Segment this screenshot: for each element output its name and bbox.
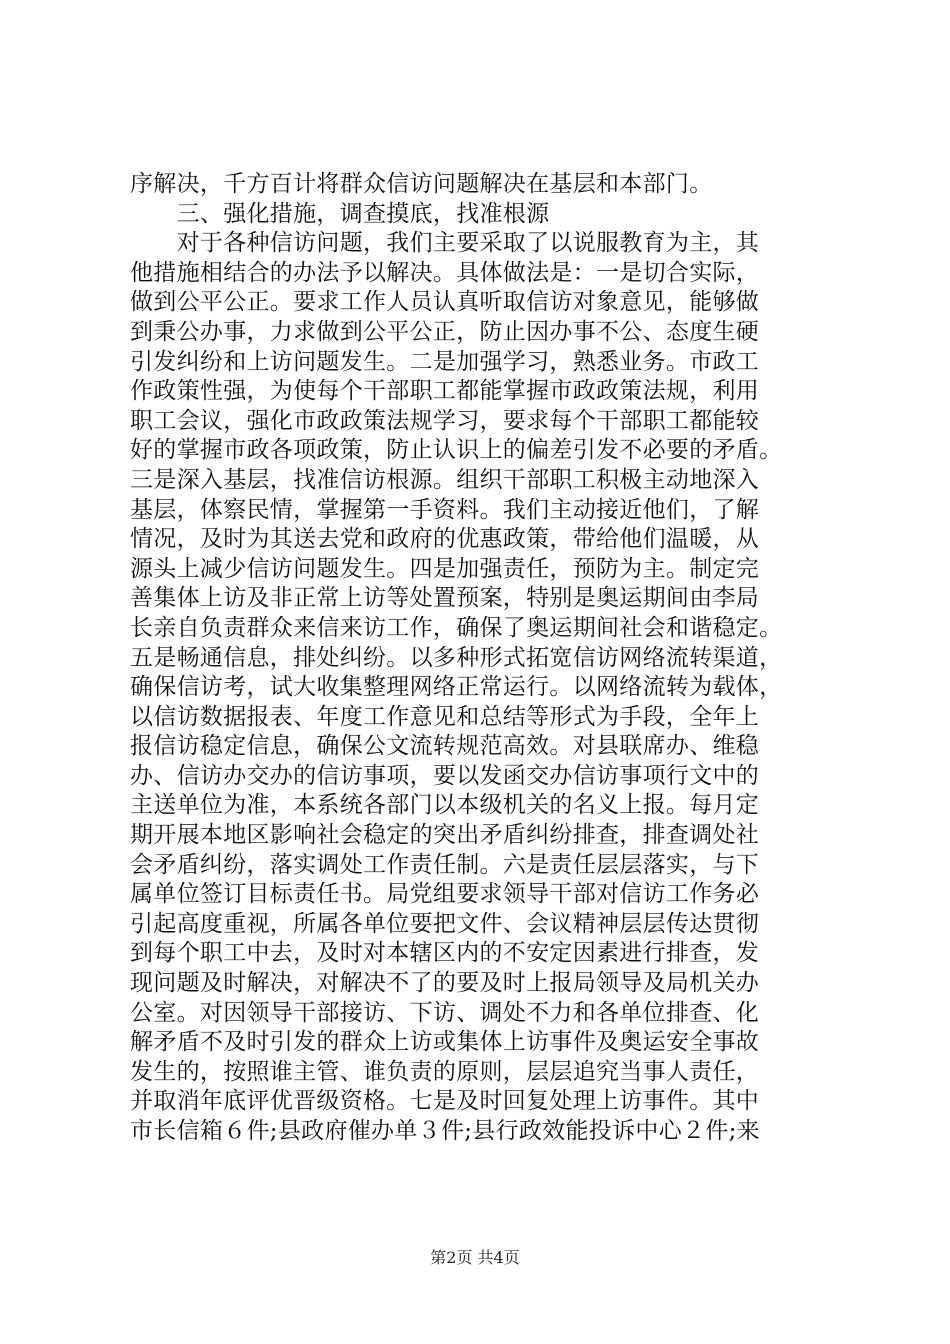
text-line: 源头上减少信访问题发生。四是加强责任，预防为主。制定完 (130, 555, 760, 582)
text-line: 对于各种信访问题，我们主要采取了以说服教育为主，其 (130, 230, 760, 257)
text-line: 以信访数据报表、年度工作意见和总结等形式为手段，全年上 (130, 703, 760, 730)
text-line: 到每个职工中去，及时对本辖区内的不安定因素进行排查，发 (130, 940, 760, 967)
text-line: 三是深入基层，找准信访根源。组织干部职工积极主动地深入 (130, 466, 760, 493)
text-line: 五是畅通信息，排处纠纷。以多种形式拓宽信访网络流转渠道， (130, 644, 783, 671)
text-line: 善集体上访及非正常上访等处置预案，特别是奥运期间由李局 (130, 585, 760, 612)
text-line: 会矛盾纠纷，落实调处工作责任制。六是责任层层落实，与下 (130, 851, 760, 878)
text-line: 并取消年底评优晋级资格。七是及时回复处理上访事件。其中 (130, 1088, 760, 1115)
text-line: 到秉公办事，力求做到公平公正，防止因办事不公、态度生硬 (130, 318, 760, 345)
text-line: 职工会议，强化市政政策法规学习，要求每个干部职工都能较 (130, 407, 760, 434)
text-line: 序解决，千方百计将群众信访问题解决在基层和本部门。 (130, 171, 713, 197)
text-line: 情况，及时为其送去党和政府的优惠政策，带给他们温暖，从 (130, 526, 760, 553)
text-line: 报信访稳定信息，确保公文流转规范高效。对县联席办、维稳 (130, 733, 760, 760)
text-line: 发生的，按照谁主管、谁负责的原则，层层追究当事人责任， (130, 1058, 760, 1085)
text-line: 引起高度重视，所属各单位要把文件、会议精神层层传达贯彻 (130, 910, 760, 937)
body-text (130, 170, 830, 1147)
text-line: 长亲自负责群众来信来访工作，确保了奥运期间社会和谐稳定。 (130, 614, 783, 641)
text-line: 做到公平公正。要求工作人员认真听取信访对象意见，能够做 (130, 289, 760, 316)
text-line: 市长信箱６件;县政府催办单３件;县行政效能投诉中心２件;来 (130, 1118, 760, 1144)
text-line: 现问题及时解决，对解决不了的要及时上报局领导及局机关办 (130, 970, 760, 997)
text-line: 解矛盾不及时引发的群众上访或集体上访事件及奥运安全事故 (130, 1029, 760, 1056)
text-line: 公室。对因领导干部接访、下访、调处不力和各单位排查、化 (130, 999, 760, 1026)
text-line: 属单位签订目标责任书。局党组要求领导干部对信访工作务必 (130, 881, 760, 908)
text-line: 引发纠纷和上访问题发生。二是加强学习，熟悉业务。市政工 (130, 348, 760, 375)
text-line: 作政策性强，为使每个干部职工都能掌握市政政策法规，利用 (130, 378, 760, 405)
text-line: 他措施相结合的办法予以解决。具体做法是：一是切合实际， (130, 259, 760, 286)
section-heading: 三、强化措施，调查摸底，找准根源 (130, 200, 550, 227)
text-line: 好的掌握市政各项政策，防止认识上的偏差引发不必要的矛盾。 (130, 437, 783, 464)
text-line: 期开展本地区影响社会稳定的突出矛盾纠纷排查，排查调处社 (130, 822, 760, 849)
text-line: 办、信访办交办的信访事项，要以发函交办信访事项行文中的 (130, 762, 760, 789)
text-line: 主送单位为准，本系统各部门以本级机关的名义上报。每月定 (130, 792, 760, 819)
text-line: 基层，体察民情，掌握第一手资料。我们主动接近他们，了解 (130, 496, 760, 523)
text-line: 确保信访考，试大收集整理网络正常运行。以网络流转为载体， (130, 674, 783, 701)
page-number-footer: 第2页 共4页 (430, 1248, 520, 1267)
